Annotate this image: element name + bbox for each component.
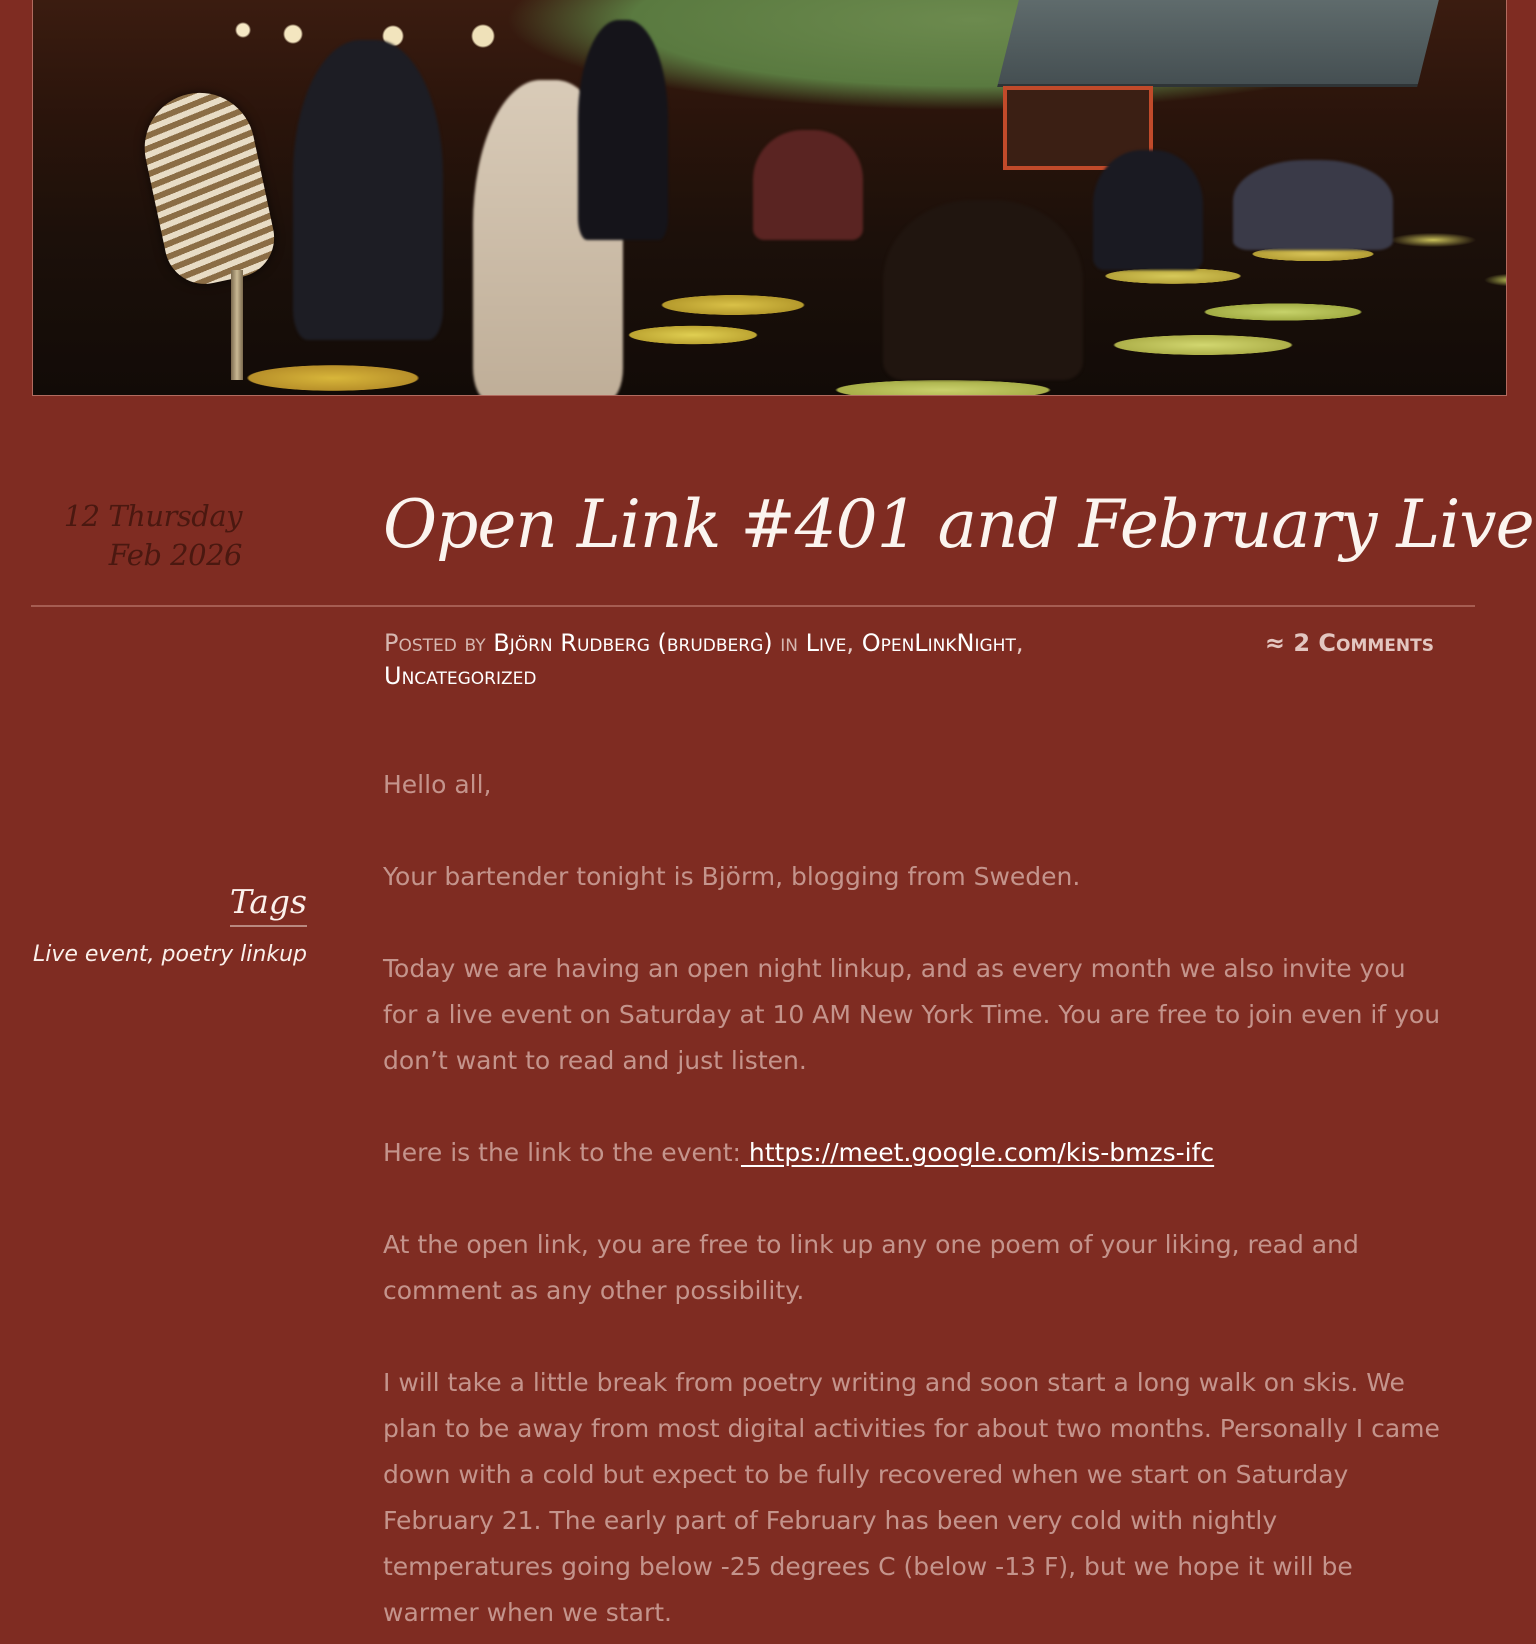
category-link-openlinknight[interactable]: OpenLinkNight: [861, 629, 1016, 657]
post-date[interactable]: [64, 497, 242, 575]
title-divider: [31, 605, 1475, 607]
post-date-month-year: Feb 2026: [108, 538, 242, 572]
post-title: Open Link #401 and February Live: [383, 486, 1534, 563]
banner-figure: [883, 200, 1083, 380]
tag-link-live-event[interactable]: Live event: [32, 942, 148, 967]
tag-separator: ,: [147, 942, 162, 967]
banner-figure: [293, 40, 443, 340]
banner-figure: [753, 130, 863, 240]
post-date-link[interactable]: [64, 499, 242, 572]
post-content: [383, 762, 1443, 1644]
author-link[interactable]: Björn Rudberg (brudberg): [493, 629, 773, 657]
post-meta: [384, 627, 1124, 693]
banner-figure: [1233, 160, 1393, 250]
tag-link-poetry-linkup[interactable]: poetry linkup: [161, 942, 307, 967]
category-separator: ,: [1015, 629, 1024, 657]
category-link-live[interactable]: Live: [805, 629, 847, 657]
post-date-day: 12 Thursday: [63, 499, 242, 533]
header-banner-image[interactable]: [32, 0, 1507, 396]
event-meet-link[interactable]: https://meet.google.com/kis-bmzs-ifc: [740, 1138, 1215, 1167]
content-paragraph-break: I will take a little break from poetry writing and soon start a long walk on skis. We plan to be away from most digital activities for about two months. Personally I came down with a cold but expect to be fully recovered when we start on Saturday February 21. The early part of February has been very cold with nightly temperatures going below -25 degrees C (below -13 F), but we hope it will be warmer when we start.: [383, 1368, 1440, 1627]
microphone-stand: [231, 270, 243, 380]
microphone-icon: [134, 83, 281, 292]
content-paragraph-event: Today we are having an open night linkup, and as every month we also invite you for a live event on Saturday at 10 AM New York Time. You are free to join even if you don’t want to read and just listen.: [383, 954, 1441, 1075]
category-link-uncategorized[interactable]: Uncategorized: [384, 662, 537, 690]
posted-by-label: Posted by: [384, 629, 486, 657]
content-paragraph-bartender: Your bartender tonight is Björm, blogging from Sweden.: [383, 862, 1081, 891]
banner-figure: [578, 20, 668, 240]
content-paragraph-greeting: Hello all,: [383, 770, 492, 799]
event-link-label: Here is the link to the event:: [383, 1138, 741, 1167]
banner-tv-screen: [997, 0, 1439, 87]
in-label: in: [780, 629, 798, 657]
category-separator: ,: [846, 629, 855, 657]
tags-list: [33, 940, 307, 970]
content-paragraph-open-link: At the open link, you are free to link up any one poem of your liking, read and comment as any other possibility.: [383, 1230, 1359, 1305]
banner-figure: [1093, 150, 1203, 270]
content-paragraph-link: [383, 1130, 1443, 1176]
comments-link[interactable]: ≈ 2 Comments: [1264, 629, 1434, 657]
tags-heading: Tags: [230, 880, 307, 927]
